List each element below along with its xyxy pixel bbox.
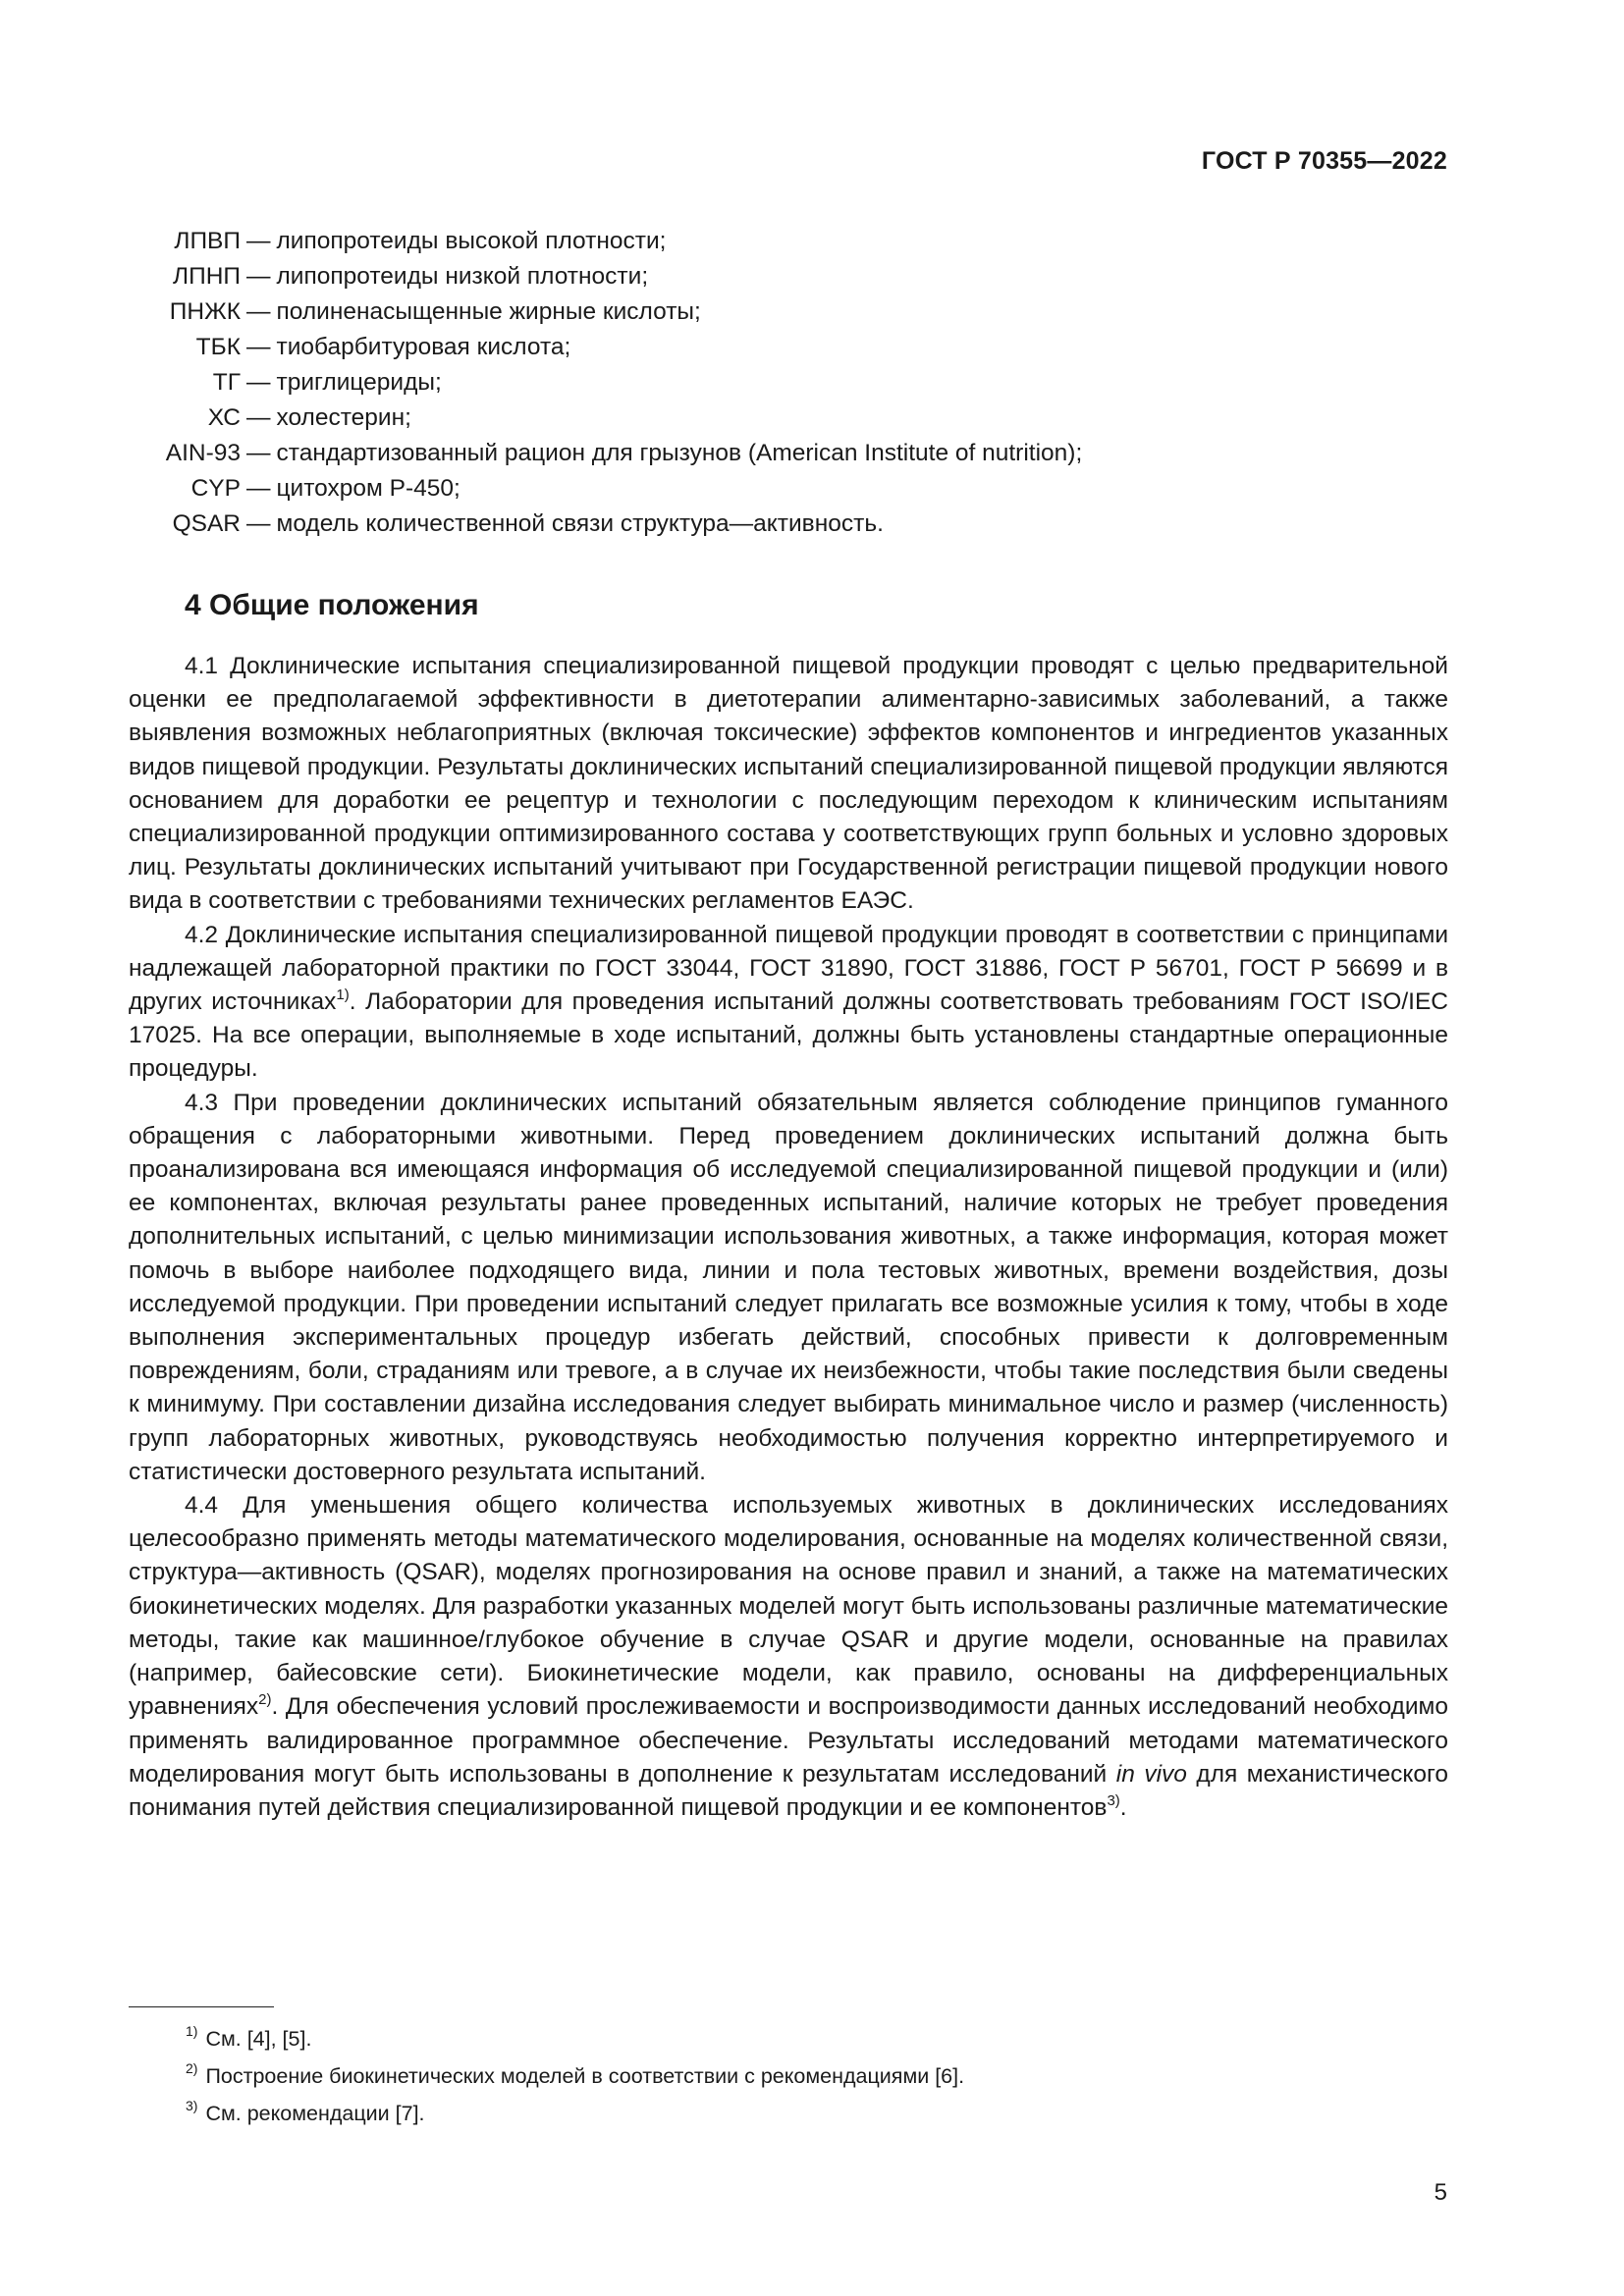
footnote-item xyxy=(186,2020,1442,2057)
footnote-item xyxy=(186,2057,1442,2095)
abbreviation-dash: — xyxy=(246,298,271,325)
paragraph-4-4 xyxy=(129,1489,1448,1825)
abbreviation-definition: цитохром Р-450; xyxy=(276,475,460,502)
paragraph-text: для механистического понимания путей действия специализированной пищевой продукции и ее компонентов xyxy=(129,1760,1448,1821)
abbreviation-item xyxy=(108,510,1463,546)
abbreviation-item xyxy=(108,475,1463,510)
abbreviation-dash: — xyxy=(246,510,271,537)
abbreviation-definition: холестерин; xyxy=(276,404,411,431)
italic-term: in vivo xyxy=(1115,1760,1187,1788)
abbreviation-definition: тиобарбитуровая кислота; xyxy=(276,334,571,360)
abbreviation-code: AIN-93 xyxy=(165,440,241,466)
abbreviation-dash: — xyxy=(246,404,271,431)
paragraph-4-1: 4.1 Доклинические испытания специализированной пищевой продукции проводят с целью предварительной оценки ее предполагаемой эффективности в диетотерапии алиментарно-зависимых заболеваний, а также выявления возможных неблагоприятных (включая токсические) эффектов компонентов и ингредиентов указанных видов пищевой продукции. Результаты доклинических испытаний специализированной пищевой продукции являются основанием для доработки ее рецептур и технологии с последующим переходом к клиническим испытаниям специализированной продукции оптимизированного состава у соответствующих групп больных и условно здоровых лиц. Результаты доклинических испытаний учитывают при Государственной регистрации пищевой продукции нового вида в соответствии с требованиями технических регламентов ЕАЭС. xyxy=(129,653,1448,915)
abbreviation-dash: — xyxy=(246,440,271,466)
abbreviation-code: ПНЖК xyxy=(169,298,241,325)
abbreviation-dash: — xyxy=(246,369,271,396)
abbreviation-definition: липопротеиды низкой плотности; xyxy=(276,263,649,290)
abbreviation-dash: — xyxy=(246,263,271,290)
footnote-item xyxy=(186,2095,1442,2132)
footnote-mark: 3) xyxy=(186,2098,198,2113)
abbreviation-item xyxy=(108,263,1463,298)
abbreviations-list xyxy=(108,228,1463,546)
paragraph-text: . Лаборатории для проведения испытаний должны соответствовать требованиям ГОСТ ISO/IEC 17025. На все операции, выполняемые в ходе испытаний, должны быть установлены стандартные операционные процедуры. xyxy=(129,988,1448,1083)
footnote-mark: 2) xyxy=(186,2060,198,2076)
abbreviation-code: CYP xyxy=(190,475,241,502)
section-body xyxy=(129,650,1448,1825)
abbreviation-definition: липопротеиды высокой плотности; xyxy=(276,228,667,254)
footnote-text: Построение биокинетических моделей в соответствии с рекомендациями [6]. xyxy=(205,2064,965,2088)
abbreviation-code: ХС xyxy=(207,404,241,431)
section-title: 4 Общие положения xyxy=(185,589,479,621)
abbreviation-item xyxy=(108,404,1463,440)
paragraph-text: 4.4 Для уменьшения общего количества используемых животных в доклинических исследованиях целесообразно применять методы математического моделирования, основанные на моделях количественной связи, структура—активность (QSAR), моделях прогнозирования на основе правил и знаний, а также на математических биокинетических моделях. Для разработки указанных моделей могут быть использованы различные математические методы, такие как машинное/глубокое обучение в случае QSAR и другие модели, основанные на правилах (например, байесовские сети). Биокинетические модели, как правило, основаны на дифференциальных уравнениях xyxy=(129,1492,1448,1721)
footnote-ref: 2) xyxy=(258,1691,272,1709)
page-number: 5 xyxy=(1434,2179,1447,2206)
abbreviation-code: ТГ xyxy=(212,369,241,396)
footnote-ref: 1) xyxy=(336,987,350,1004)
abbreviation-item xyxy=(108,298,1463,334)
abbreviation-dash: — xyxy=(246,334,271,360)
abbreviation-code: ТБК xyxy=(195,334,241,360)
footnote-mark: 1) xyxy=(186,2023,198,2039)
abbreviation-item xyxy=(108,369,1463,404)
paragraph-4-2 xyxy=(129,919,1448,1087)
footnote-separator xyxy=(129,2006,274,2007)
paragraph-text: . xyxy=(1119,1793,1127,1821)
abbreviation-code: ЛПВП xyxy=(174,228,241,254)
abbreviation-dash: — xyxy=(246,228,271,254)
footnotes xyxy=(186,2020,1442,2132)
footnote-text: См. рекомендации [7]. xyxy=(205,2102,425,2125)
abbreviation-definition: модель количественной связи структура—активность. xyxy=(276,510,884,537)
paragraph-4-3: 4.3 При проведении доклинических испытаний обязательным является соблюдение принципов гуманного обращения с лабораторными животными. Перед проведением доклинических испытаний должна быть проанализирована вся имеющаяся информация об исследуемой специализированной пищевой продукции и (или) ее компонентах, включая результаты ранее проведенных испытаний, наличие которых не требует проведения дополнительных испытаний, с целью минимизации использования животных, а также информация, которая может помочь в выборе наиболее подходящего вида, линии и пола тестовых животных, времени воздействия, дозы исследуемой продукции. При проведении испытаний следует прилагать все возможные усилия к тому, чтобы в ходе выполнения экспериментальных процедур избегать действий, способных привести к долговременным повреждениям, боли, страданиям или тревоге, а в случае их неизбежности, чтобы такие последствия были сведены к минимуму. При составлении дизайна исследования следует выбирать минимальное число и размер (численность) групп лабораторных животных, руководствуясь необходимостью получения корректно интерпретируемого и статистически достоверного результата испытаний. xyxy=(129,1089,1448,1485)
paragraph-text: 4.2 Доклинические испытания специализированной пищевой продукции проводят в соответствии с принципами надлежащей лабораторной практики по ГОСТ 33044, ГОСТ 31890, ГОСТ 31886, ГОСТ Р 56701, ГОСТ Р 56699 и в других источниках xyxy=(129,921,1448,1016)
abbreviation-item xyxy=(108,440,1463,475)
abbreviation-definition: полиненасыщенные жирные кислоты; xyxy=(276,298,701,325)
abbreviation-code: QSAR xyxy=(172,510,241,537)
document-number: ГОСТ Р 70355—2022 xyxy=(1201,147,1447,175)
abbreviation-dash: — xyxy=(246,475,271,502)
footnote-text: См. [4], [5]. xyxy=(205,2027,312,2051)
paragraph-text: . Для обеспечения условий прослеживаемости и воспроизводимости данных исследований необходимо применять валидированное программное обеспечение. Результаты исследований методами математического моделирования могут быть использованы в дополнение к результатам исследований xyxy=(129,1693,1448,1788)
abbreviation-item xyxy=(108,228,1463,263)
abbreviation-item xyxy=(108,334,1463,369)
abbreviation-code: ЛПНП xyxy=(173,263,241,290)
footnote-ref: 3) xyxy=(1107,1791,1120,1809)
abbreviation-definition: стандартизованный рацион для грызунов (American Institute of nutrition); xyxy=(276,440,1083,466)
abbreviation-definition: триглицериды; xyxy=(276,369,442,396)
